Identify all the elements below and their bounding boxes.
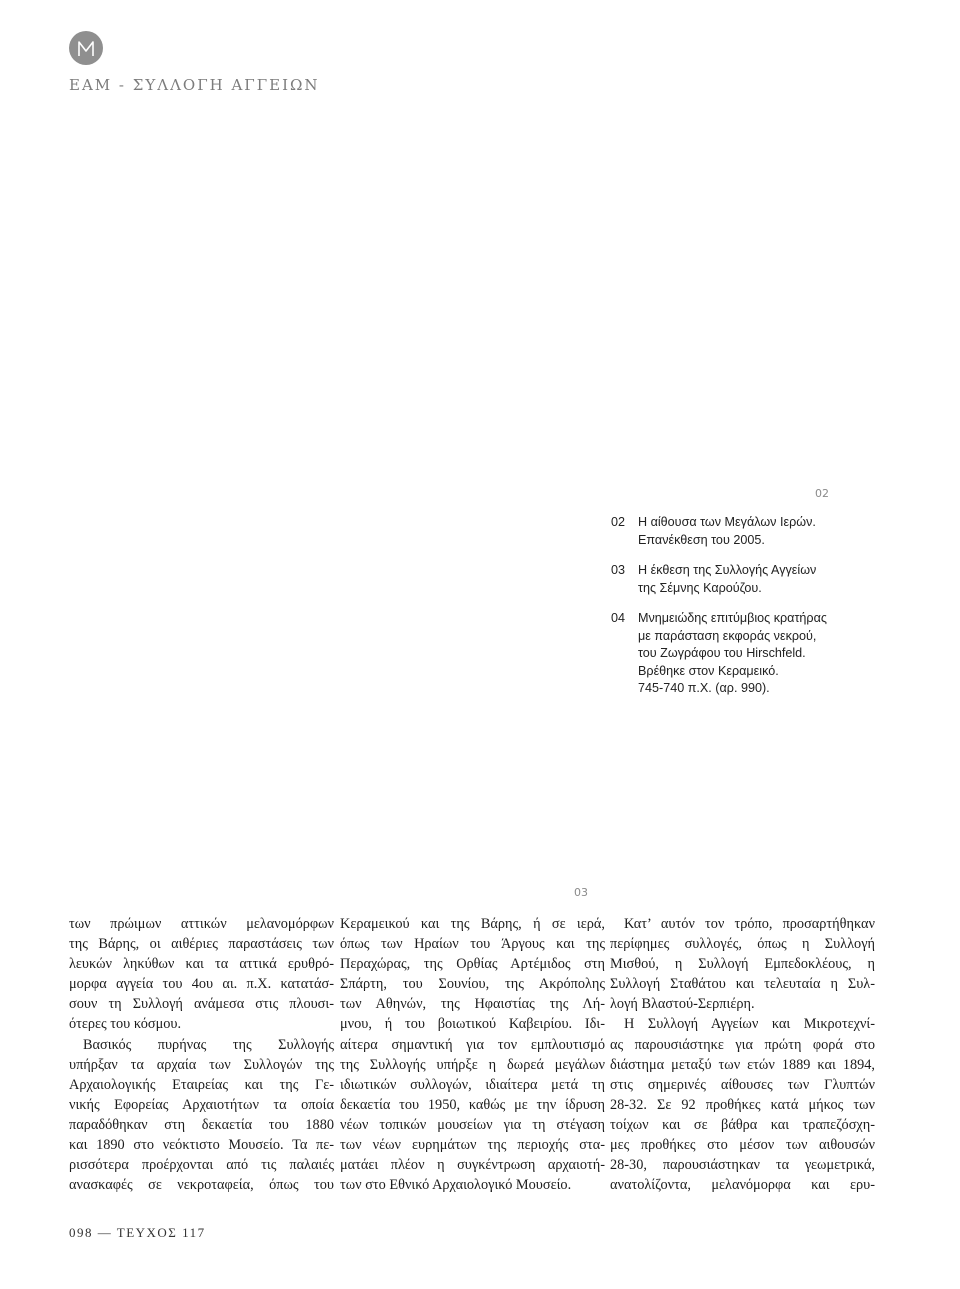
text-line: και 1890 στο νεόκτιστο Μουσείο. Τα πε- xyxy=(69,1137,334,1154)
text-column-1 xyxy=(69,914,334,1195)
paragraph xyxy=(610,1014,875,1195)
caption-text: Η αίθουσα των Μεγάλων Ιερών. Επανέκθεση του 2005. xyxy=(638,515,816,547)
text-line: Κεραμεικού και της Βάρης, ή σε ιερά, xyxy=(340,916,605,932)
text-line: ρισσότερα προέρχονται από τις παλαιές xyxy=(69,1157,334,1174)
text-line: ιδιωτικών συλλογών, ιδιαίτερα μετά τη xyxy=(340,1076,605,1093)
text-line: λευκών ληκύθων και τα αττικά ερυθρό- xyxy=(69,956,334,973)
caption-number: 03 xyxy=(611,563,626,577)
text-line: των Αθηνών, της Ηφαιστίας της Λή- xyxy=(340,996,605,1013)
caption-number: 02 xyxy=(611,515,626,529)
text-line: τοίχων και σε βάθρα και τραπεζόσχη- xyxy=(610,1116,875,1133)
text-line: ανασκαφές σε νεκροταφεία, όπως του xyxy=(69,1177,334,1194)
caption-item xyxy=(611,562,911,597)
caption-list xyxy=(611,514,911,711)
text-line: νικής Εφορείας Αρχαιοτήτων τα οποία xyxy=(69,1096,334,1113)
text-line: ανατολίζοντα, μελανόμορφα και ερυ- xyxy=(610,1177,875,1194)
caption-item xyxy=(611,610,911,698)
text-line: σουν τη Συλλογή ανάμεσα στις πλουσι- xyxy=(69,996,334,1013)
m-monogram-icon xyxy=(69,31,103,65)
text-line: λογή Βλαστού-Σερπιέρη. xyxy=(610,996,755,1013)
text-line: της Συλλογής υπήρξε η δωρεά μεγάλων xyxy=(340,1056,605,1073)
page-footer: 098 — ΤΕΥΧΟΣ 117 xyxy=(69,1225,206,1240)
text-line: υπήρξαν τα αρχαία των Συλλογών της xyxy=(69,1056,334,1073)
text-line: νέων τοπικών μουσείων για τη στέγαση xyxy=(340,1116,605,1133)
text-line: Κατ’ αυτόν τον τρόπο, προσαρτήθηκαν xyxy=(624,916,875,932)
section-title: ΕΑΜ - ΣΥΛΛΟΓΗ ΑΓΓΕΙΩΝ xyxy=(69,76,320,94)
text-line: ματάει πλέον η συγκέντρωση αρχαιοτή- xyxy=(340,1157,605,1174)
text-line: Αρχαιολογικής Εταιρείας και της Γε- xyxy=(69,1076,334,1093)
text-line: 28-30, παρουσιάστηκαν τα γεωμετρικά, xyxy=(610,1157,875,1174)
text-line: Μισθού, η Συλλογή Εμπεδοκλέους, η xyxy=(610,956,875,973)
text-line: Συλλογή Σταθάτου και τελευταία η Συλ- xyxy=(610,976,875,993)
text-line: ότερες του κόσμου. xyxy=(69,1016,182,1033)
text-line: Περαχώρας, της Ορθίας Αρτέμιδος στη xyxy=(340,956,605,973)
text-column-3 xyxy=(610,914,875,1195)
text-line: αίτερα σημαντική για τον εμπλουτισμό xyxy=(340,1036,605,1053)
text-line: Η Συλλογή Αγγείων και Μικροτεχνί- xyxy=(624,1016,875,1033)
text-line: 28-32. Σε 92 προθήκες κατά μήκος των xyxy=(610,1096,875,1113)
figure-number-03: 03 xyxy=(574,886,588,899)
paragraph xyxy=(610,914,875,1014)
caption-number: 04 xyxy=(611,611,626,625)
text-line: στις σημερινές αίθουσες των Γλυπτών xyxy=(610,1076,875,1093)
m-monogram-glyph xyxy=(69,31,103,65)
text-line: δεκαετία του 1950, καθώς με την ίδρυση xyxy=(340,1096,605,1113)
text-line: ας παρουσιάστηκε για πρώτη φορά στο xyxy=(610,1036,875,1053)
paragraph xyxy=(69,1035,334,1196)
text-line: διάστημα μεταξύ των ετών 1889 και 1894, xyxy=(610,1056,875,1073)
text-line: μες προθήκες στο μέσον των αιθουσών xyxy=(610,1137,875,1154)
text-line: των νέων ευρημάτων της περιοχής στα- xyxy=(340,1137,605,1154)
text-line: μορφα αγγεία του 4ου αι. π.Χ. κατατάσ- xyxy=(69,976,334,993)
text-line: όπως των Ηραίων του Άργους και της xyxy=(340,936,605,953)
paragraph xyxy=(69,914,334,1035)
text-line: των πρώιμων αττικών μελανομόρφων xyxy=(69,916,334,932)
text-column-2 xyxy=(340,914,605,1195)
figure-number-02: 02 xyxy=(815,487,829,500)
caption-text: Η έκθεση της Συλλογής Αγγείων της Σέμνης Καρούζου. xyxy=(638,563,817,595)
text-line: παραδόθηκαν στη δεκαετία του 1880 xyxy=(69,1116,334,1133)
caption-item xyxy=(611,514,911,549)
text-line: περίφημες συλλογές, όπως η Συλλογή xyxy=(610,936,875,953)
text-line: των στο Εθνικό Αρχαιολογικό Μουσείο. xyxy=(340,1177,572,1194)
text-line: Σπάρτη, του Σουνίου, της Ακρόπολης xyxy=(340,976,605,993)
text-line: Βασικός πυρήνας της Συλλογής xyxy=(83,1036,334,1053)
text-line: μνου, ή του βοιωτικού Καβειρίου. Ιδι- xyxy=(340,1016,605,1033)
caption-text: Μνημειώδης επιτύμβιος κρατήρας με παράσταση εκφοράς νεκρού, του Ζωγράφου του Hirschfeld. Βρέθηκε στον Κεραμεικό. 745-740 π.Χ. (αρ. 990). xyxy=(638,611,827,695)
text-line: της Βάρης, οι αιθέριες παραστάσεις των xyxy=(69,936,334,953)
paragraph xyxy=(340,914,605,1195)
